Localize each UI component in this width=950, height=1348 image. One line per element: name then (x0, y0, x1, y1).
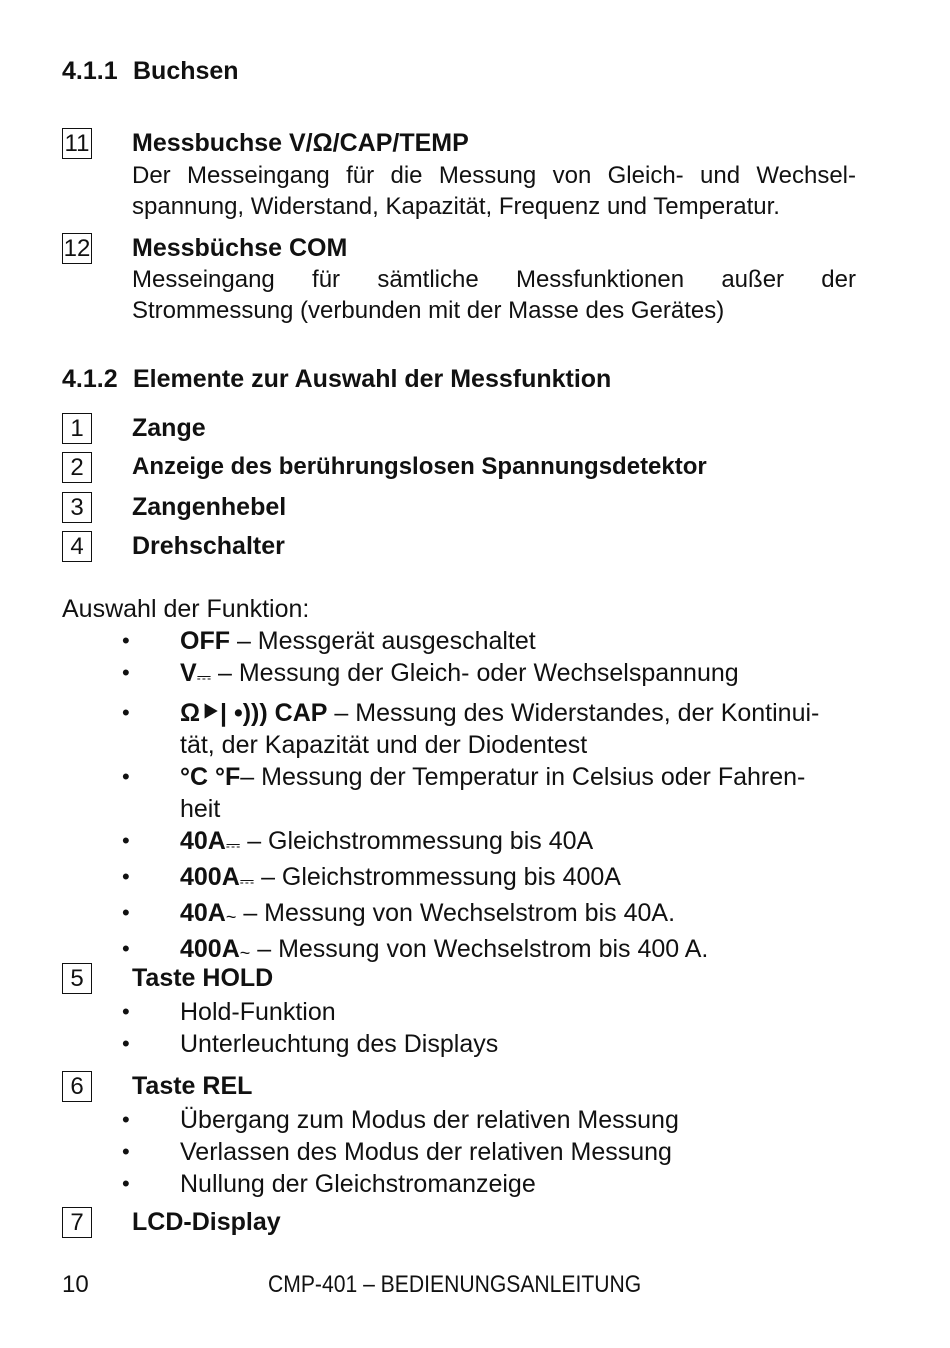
bullet-icon: • (122, 660, 130, 685)
item-number-box-3: 3 (62, 492, 92, 523)
bullet-icon: • (122, 864, 130, 889)
list-item (62, 1028, 856, 1060)
bullet-icon: • (122, 1031, 130, 1056)
ac-symbol-icon: ~ (239, 943, 251, 963)
item-description-socket-com (132, 264, 856, 326)
item-number-box-2: 2 (62, 452, 92, 483)
item-number-box-1: 1 (62, 413, 92, 444)
function-text: – Gleichstrommessung bis 400A (254, 863, 621, 891)
list-item (62, 1168, 856, 1200)
dc-symbol-icon: ⎓ (225, 835, 241, 855)
item-title-lever: Zangenhebel (132, 493, 287, 521)
section-heading-4-1-2 (62, 364, 611, 394)
item-title-socket-v: Messbuchse V/Ω/CAP/TEMP (132, 129, 469, 157)
description-line: spannung, Widerstand, Kapazität, Frequenz und Temperatur. (132, 193, 780, 220)
bullet-icon: • (122, 999, 130, 1024)
bullet-icon: • (122, 628, 130, 653)
list-item (62, 861, 856, 897)
item-number-box-4: 4 (62, 531, 92, 562)
page-number: 10 (62, 1271, 89, 1298)
list-item-text: Unterleuchtung des Displays (180, 1030, 499, 1058)
item-title-detector: Anzeige des berührungslosen Spannungsdetektor (132, 453, 707, 480)
list-item (62, 1104, 856, 1136)
function-text: – Messung der Temperatur in Celsius oder Fahren- (240, 763, 806, 791)
item-title-zange: Zange (132, 414, 206, 442)
function-text: – Messung der Gleich- oder Wechselspannung (211, 659, 739, 687)
item-description-socket-v (132, 160, 856, 222)
list-item (62, 761, 856, 825)
section-title: Buchsen (133, 57, 239, 85)
function-key: 400A (180, 863, 240, 891)
list-item-text: Verlassen des Modus der relativen Messung (180, 1138, 672, 1166)
bullet-icon: • (122, 900, 130, 925)
list-item (62, 657, 856, 693)
bullet-icon: • (122, 1171, 130, 1196)
item-title-hold: Taste HOLD (132, 964, 274, 992)
list-item (62, 625, 856, 657)
function-key: 40A (180, 827, 226, 855)
function-text: – Messung des Widerstandes, der Kontinui- (327, 699, 820, 727)
section-title: Elemente zur Auswahl der Messfunktion (133, 365, 612, 393)
section-number: 4.1.2 (62, 365, 118, 393)
item-number-box-12: 12 (63, 235, 91, 262)
function-text-continued: tät, der Kapazität und der Diodentest (180, 731, 588, 759)
function-key: 40A (180, 899, 226, 927)
item-number-box-5: 5 (62, 963, 92, 994)
list-item (62, 897, 856, 933)
function-intro: Auswahl der Funktion: (62, 595, 310, 623)
list-item (62, 697, 856, 761)
list-item-text: Nullung der Gleichstromanzeige (180, 1170, 536, 1198)
function-text: – Messung von Wechselstrom bis 40A. (236, 899, 676, 927)
bullet-icon: • (122, 936, 130, 961)
section-number: 4.1.1 (62, 57, 118, 85)
function-list (62, 625, 856, 969)
section-heading-4-1-1 (62, 56, 239, 86)
item-number-box-6: 6 (62, 1071, 92, 1102)
function-key: Ω⯈| •))) CAP (180, 699, 328, 727)
bullet-icon: • (122, 1107, 130, 1132)
item-title-rel: Taste REL (132, 1072, 253, 1100)
item-title-socket-com: Messbüchse COM (132, 234, 348, 262)
item-title-lcd: LCD-Display (132, 1208, 281, 1236)
bullet-icon: • (122, 828, 130, 853)
function-text-continued: heit (180, 795, 221, 823)
function-text: – Gleichstrommessung bis 40A (240, 827, 594, 855)
description-line: Der Messeingang für die Messung von Gleich- und Wechsel- (132, 162, 856, 189)
list-item (62, 825, 856, 861)
function-key: °C °F (180, 763, 241, 791)
hold-list (62, 996, 856, 1060)
function-text: – Messgerät ausgeschaltet (230, 627, 536, 655)
description-line: Strommessung (verbunden mit der Masse des Gerätes) (132, 297, 725, 324)
item-title-switch: Drehschalter (132, 532, 285, 560)
item-number-box-11: 11 (62, 128, 92, 159)
bullet-icon: • (122, 764, 130, 789)
bullet-icon: • (122, 1139, 130, 1164)
footer-title-text: CMP-401 – BEDIENUNGSANLEITUNG (268, 1271, 642, 1298)
dc-symbol-icon: ⎓ (239, 871, 255, 891)
description-line: Messeingang für sämtliche Messfunktionen außer der (132, 266, 856, 293)
function-key: 400A (180, 935, 240, 963)
list-item-text: Übergang zum Modus der relativen Messung (180, 1106, 679, 1134)
function-key: OFF (180, 627, 230, 655)
function-text: – Messung von Wechselstrom bis 400 A. (250, 935, 709, 963)
item-number-box-7: 7 (62, 1207, 92, 1238)
rel-list (62, 1104, 856, 1200)
function-key: V (180, 659, 197, 687)
footer-title (268, 1270, 692, 1300)
ac-symbol-icon: ~ (225, 907, 237, 927)
bullet-icon: • (122, 700, 130, 725)
list-item (62, 996, 856, 1028)
list-item (62, 1136, 856, 1168)
ac-dc-symbol-icon: ⎓ (196, 667, 212, 687)
list-item-text: Hold-Funktion (180, 998, 336, 1026)
